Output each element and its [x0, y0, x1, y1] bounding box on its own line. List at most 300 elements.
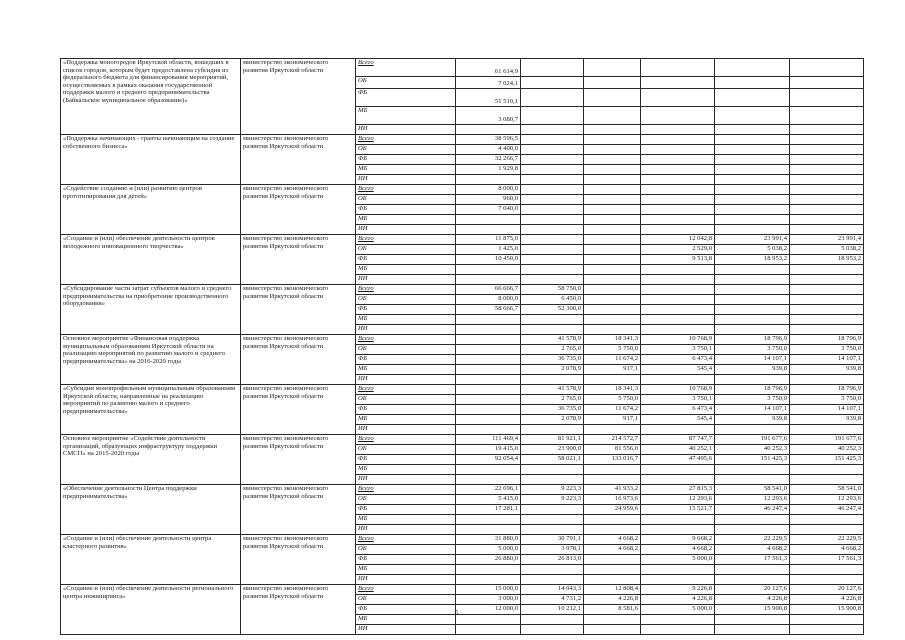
amount-cell — [584, 215, 641, 225]
funding-source-cell: ФБ — [356, 405, 456, 415]
amount-cell: 26 813,0 — [521, 555, 584, 565]
amount-cell: 5 750,0 — [584, 345, 641, 355]
amount-cell — [456, 335, 521, 345]
amount-cell — [715, 275, 790, 285]
amount-cell: 14 943,3 — [521, 585, 584, 595]
funding-source-cell: ОБ — [356, 295, 456, 305]
funding-source-cell: МБ — [356, 265, 456, 275]
amount-cell — [641, 285, 715, 295]
amount-cell — [715, 175, 790, 185]
amount-cell — [790, 175, 864, 185]
measure-name-cell: «Создание и (или) обеспечение деятельности центров молодежного инновационного творчества» — [61, 235, 241, 285]
amount-cell — [521, 575, 584, 585]
amount-cell: 52 300,0 — [521, 305, 584, 315]
amount-cell: 4 668,2 — [715, 545, 790, 555]
amount-cell — [790, 145, 864, 155]
amount-cell: 41 933,2 — [584, 485, 641, 495]
amount-cell: 12 000,0 — [456, 605, 521, 615]
amount-cell: 18 341,3 — [584, 385, 641, 395]
amount-cell — [456, 365, 521, 375]
amount-cell — [715, 135, 790, 145]
funding-source-cell: МБ — [356, 615, 456, 625]
amount-cell — [715, 575, 790, 585]
amount-cell — [641, 205, 715, 215]
funding-source-cell: Всего — [356, 135, 456, 145]
amount-cell — [790, 155, 864, 165]
funding-source-cell: МБ — [356, 465, 456, 475]
amount-cell — [715, 225, 790, 235]
amount-cell: 545,4 — [641, 415, 715, 425]
amount-cell — [456, 625, 521, 635]
amount-cell: 9 513,8 — [641, 255, 715, 265]
amount-cell — [521, 465, 584, 475]
amount-cell — [521, 375, 584, 385]
amount-cell: 917,1 — [584, 415, 641, 425]
amount-cell: 1 425,0 — [456, 245, 521, 255]
amount-cell — [584, 145, 641, 155]
amount-cell: 32 266,7 — [456, 155, 521, 165]
amount-cell — [521, 525, 584, 535]
amount-cell — [715, 89, 790, 107]
amount-cell — [584, 165, 641, 175]
amount-cell: 3 750,1 — [641, 395, 715, 405]
amount-cell — [790, 195, 864, 205]
amount-cell: 38 596,5 — [456, 135, 521, 145]
funding-source-cell: ОБ — [356, 345, 456, 355]
amount-cell — [521, 265, 584, 275]
amount-cell — [790, 375, 864, 385]
amount-cell: 30 791,1 — [521, 535, 584, 545]
amount-cell — [715, 155, 790, 165]
amount-cell: 9 668,2 — [641, 535, 715, 545]
amount-cell — [584, 615, 641, 625]
amount-cell — [584, 107, 641, 125]
amount-cell: 18 953,2 — [715, 255, 790, 265]
amount-cell: 5 000,0 — [641, 555, 715, 565]
amount-cell — [584, 185, 641, 195]
amount-cell — [641, 515, 715, 525]
amount-cell — [641, 135, 715, 145]
amount-cell: 40 252,1 — [641, 445, 715, 455]
funding-source-cell: ИИ — [356, 225, 456, 235]
amount-cell — [790, 625, 864, 635]
amount-cell: 4 226,8 — [790, 595, 864, 605]
table-row — [61, 135, 864, 145]
amount-cell — [641, 465, 715, 475]
amount-cell — [790, 185, 864, 195]
funding-source-cell: ОБ — [356, 595, 456, 605]
funding-source-cell: МБ — [356, 365, 456, 375]
amount-cell — [790, 575, 864, 585]
amount-cell — [584, 77, 641, 89]
amount-cell — [715, 145, 790, 155]
amount-cell — [715, 107, 790, 125]
amount-cell — [790, 135, 864, 145]
amount-cell: 58 541,0 — [790, 485, 864, 495]
table-row — [61, 435, 864, 445]
amount-cell — [790, 315, 864, 325]
amount-cell — [456, 395, 521, 405]
amount-cell: 51 510,1 — [456, 89, 521, 107]
amount-cell — [521, 165, 584, 175]
amount-cell — [790, 295, 864, 305]
amount-cell — [456, 565, 521, 575]
funding-source-cell: ИИ — [356, 325, 456, 335]
amount-cell — [790, 107, 864, 125]
measure-name-cell: «Субсидирование части затрат субъектов малого и среднего предпринимательства на приобретение производственного оборудования» — [61, 285, 241, 335]
amount-cell — [584, 265, 641, 275]
amount-cell — [456, 405, 521, 415]
funding-source-cell: ФБ — [356, 605, 456, 615]
funding-source-cell: МБ — [356, 415, 456, 425]
amount-cell — [790, 325, 864, 335]
amount-cell: 61 614,9 — [456, 59, 521, 77]
amount-cell: 19 415,0 — [456, 445, 521, 455]
funding-source-cell: ФБ — [356, 355, 456, 365]
amount-cell: 23 900,0 — [521, 445, 584, 455]
amount-cell — [584, 375, 641, 385]
amount-cell — [790, 59, 864, 77]
amount-cell — [715, 295, 790, 305]
amount-cell: 5 415,0 — [456, 495, 521, 505]
amount-cell: 92 054,4 — [456, 455, 521, 465]
amount-cell: 18 796,9 — [790, 385, 864, 395]
amount-cell: 14 107,1 — [715, 405, 790, 415]
amount-cell — [790, 225, 864, 235]
amount-cell — [790, 515, 864, 525]
funding-source-cell: ИИ — [356, 525, 456, 535]
amount-cell: 10 768,9 — [641, 335, 715, 345]
amount-cell: 111 469,4 — [456, 435, 521, 445]
amount-cell — [584, 565, 641, 575]
funding-source-cell: ФБ — [356, 155, 456, 165]
amount-cell — [641, 59, 715, 77]
amount-cell — [456, 315, 521, 325]
amount-cell — [521, 225, 584, 235]
amount-cell: 14 107,1 — [790, 355, 864, 365]
amount-cell — [456, 345, 521, 355]
amount-cell — [641, 77, 715, 89]
amount-cell — [521, 215, 584, 225]
amount-cell: 939,8 — [715, 415, 790, 425]
amount-cell: 31 880,0 — [456, 535, 521, 545]
funding-source-cell: Всего — [356, 485, 456, 495]
amount-cell: 917,1 — [584, 365, 641, 375]
table-row — [61, 285, 864, 295]
funding-source-cell: ФБ — [356, 89, 456, 107]
amount-cell — [456, 575, 521, 585]
amount-cell: 12 042,8 — [641, 235, 715, 245]
amount-cell: 4 668,2 — [790, 545, 864, 555]
amount-cell — [521, 255, 584, 265]
amount-cell — [456, 125, 521, 135]
amount-cell: 2 078,9 — [521, 415, 584, 425]
amount-cell — [521, 245, 584, 255]
amount-cell: 15 900,8 — [790, 605, 864, 615]
amount-cell — [790, 215, 864, 225]
amount-cell — [790, 285, 864, 295]
amount-cell — [641, 325, 715, 335]
amount-cell — [715, 205, 790, 215]
amount-cell — [715, 325, 790, 335]
funding-source-cell: ОБ — [356, 195, 456, 205]
funding-source-cell: ИИ — [356, 625, 456, 635]
amount-cell — [584, 315, 641, 325]
amount-cell — [584, 225, 641, 235]
amount-cell: 3 978,1 — [521, 545, 584, 555]
budget-table — [60, 58, 864, 635]
measure-name-cell: Основное мероприятие «Содействие деятельности организаций, образующих инфраструктуру поддержки СМСП» на 2015-2020 годы — [61, 435, 241, 485]
amount-cell — [715, 315, 790, 325]
executor-cell: министерство экономического развития Иркутской области — [241, 485, 356, 535]
amount-cell — [521, 315, 584, 325]
amount-cell: 3 080,7 — [456, 107, 521, 125]
funding-source-cell: ИИ — [356, 425, 456, 435]
executor-cell: министерство экономического развития Иркутской области — [241, 535, 356, 585]
funding-source-cell: Всего — [356, 185, 456, 195]
amount-cell — [641, 89, 715, 107]
amount-cell: 47 495,6 — [641, 455, 715, 465]
funding-source-cell: ФБ — [356, 205, 456, 215]
amount-cell — [641, 185, 715, 195]
funding-source-cell: МБ — [356, 315, 456, 325]
amount-cell: 20 127,6 — [715, 585, 790, 595]
amount-cell — [521, 425, 584, 435]
page-number: 5 — [455, 609, 459, 617]
funding-source-cell: ОБ — [356, 495, 456, 505]
amount-cell — [641, 175, 715, 185]
amount-cell — [456, 375, 521, 385]
amount-cell — [790, 165, 864, 175]
amount-cell — [790, 565, 864, 575]
amount-cell: 15 900,8 — [715, 605, 790, 615]
amount-cell: 8 581,6 — [584, 605, 641, 615]
amount-cell: 9 223,3 — [521, 495, 584, 505]
funding-source-cell: ФБ — [356, 455, 456, 465]
amount-cell — [715, 195, 790, 205]
amount-cell: 133 016,7 — [584, 455, 641, 465]
amount-cell — [584, 245, 641, 255]
amount-cell — [521, 275, 584, 285]
amount-cell — [521, 195, 584, 205]
amount-cell — [641, 225, 715, 235]
amount-cell: 18 953,2 — [790, 255, 864, 265]
amount-cell — [456, 525, 521, 535]
amount-cell: 12 808,4 — [584, 585, 641, 595]
amount-cell — [641, 615, 715, 625]
amount-cell — [715, 465, 790, 475]
amount-cell — [715, 77, 790, 89]
measure-name-cell: «Содействие созданию и (или) развитию центров прототипирования для детей» — [61, 185, 241, 235]
executor-cell: министерство экономического развития Иркутской области — [241, 435, 356, 485]
budget-table-body — [61, 59, 864, 635]
amount-cell — [715, 475, 790, 485]
amount-cell: 22 229,5 — [790, 535, 864, 545]
amount-cell — [641, 625, 715, 635]
amount-cell: 5 000,0 — [641, 605, 715, 615]
amount-cell: 18 796,9 — [790, 335, 864, 345]
amount-cell — [641, 425, 715, 435]
amount-cell — [790, 275, 864, 285]
funding-source-cell: ФБ — [356, 555, 456, 565]
amount-cell: 40 252,3 — [790, 445, 864, 455]
amount-cell — [521, 205, 584, 215]
amount-cell — [456, 465, 521, 475]
amount-cell — [790, 615, 864, 625]
amount-cell — [715, 375, 790, 385]
amount-cell: 58 666,7 — [456, 305, 521, 315]
table-row — [61, 235, 864, 245]
amount-cell: 151 425,3 — [790, 455, 864, 465]
amount-cell: 5 038,2 — [790, 245, 864, 255]
amount-cell: 87 747,7 — [641, 435, 715, 445]
amount-cell: 5 750,0 — [584, 395, 641, 405]
funding-source-cell: ОБ — [356, 445, 456, 455]
amount-cell: 15 521,7 — [641, 505, 715, 515]
amount-cell — [521, 89, 584, 107]
amount-cell: 20 127,6 — [790, 585, 864, 595]
amount-cell: 6 450,0 — [521, 295, 584, 305]
amount-cell: 939,8 — [790, 415, 864, 425]
amount-cell — [521, 107, 584, 125]
amount-cell — [584, 295, 641, 305]
amount-cell: 11 674,2 — [584, 405, 641, 415]
amount-cell — [641, 375, 715, 385]
amount-cell — [584, 285, 641, 295]
amount-cell — [521, 565, 584, 575]
amount-cell: 11 674,2 — [584, 355, 641, 365]
funding-source-cell: ИИ — [356, 175, 456, 185]
amount-cell — [790, 425, 864, 435]
funding-source-cell: ФБ — [356, 505, 456, 515]
executor-cell: министерство экономического развития Иркутской области — [241, 585, 356, 635]
amount-cell — [715, 515, 790, 525]
amount-cell: 3 750,0 — [715, 345, 790, 355]
amount-cell — [456, 215, 521, 225]
amount-cell: 12 293,6 — [790, 495, 864, 505]
measure-name-cell: «Обеспечение деятельности Центра поддержки предпринимательства» — [61, 485, 241, 535]
funding-source-cell: Всего — [356, 385, 456, 395]
amount-cell: 4 668,2 — [584, 545, 641, 555]
amount-cell: 14 107,1 — [715, 355, 790, 365]
amount-cell — [456, 385, 521, 395]
amount-cell — [641, 575, 715, 585]
amount-cell — [456, 225, 521, 235]
amount-cell — [584, 555, 641, 565]
measure-name-cell: «Поддержка начинающих - гранты начинающим на создание собственного бизнеса» — [61, 135, 241, 185]
executor-cell: министерство экономического развития Иркутской области — [241, 185, 356, 235]
amount-cell — [715, 565, 790, 575]
amount-cell — [584, 275, 641, 285]
amount-cell — [715, 615, 790, 625]
funding-source-cell: Всего — [356, 335, 456, 345]
amount-cell: 12 293,6 — [641, 495, 715, 505]
measure-name-cell: «Создание и (или) обеспечение деятельности центра кластерного развития» — [61, 535, 241, 585]
amount-cell — [456, 175, 521, 185]
amount-cell: 5 000,0 — [456, 545, 521, 555]
amount-cell — [641, 305, 715, 315]
executor-cell: министерство экономического развития Иркутской области — [241, 59, 356, 135]
amount-cell: 939,8 — [715, 365, 790, 375]
amount-cell: 10 450,0 — [456, 255, 521, 265]
amount-cell — [521, 235, 584, 245]
amount-cell — [521, 475, 584, 485]
amount-cell — [584, 195, 641, 205]
table-row — [61, 59, 864, 77]
amount-cell — [521, 185, 584, 195]
amount-cell: 8 000,0 — [456, 295, 521, 305]
amount-cell: 3 000,0 — [456, 595, 521, 605]
amount-cell — [790, 265, 864, 275]
amount-cell — [715, 185, 790, 195]
amount-cell — [641, 295, 715, 305]
funding-source-cell: Всего — [356, 435, 456, 445]
table-row — [61, 185, 864, 195]
funding-source-cell: Всего — [356, 285, 456, 295]
funding-source-cell: МБ — [356, 107, 456, 125]
amount-cell — [715, 215, 790, 225]
amount-cell: 41 578,9 — [521, 335, 584, 345]
amount-cell: 17 281,1 — [456, 505, 521, 515]
executor-cell: министерство экономического развития Иркутской области — [241, 135, 356, 185]
amount-cell — [715, 305, 790, 315]
amount-cell: 4 731,2 — [521, 595, 584, 605]
amount-cell — [790, 305, 864, 315]
amount-cell — [521, 325, 584, 335]
amount-cell: 939,8 — [790, 365, 864, 375]
amount-cell — [715, 125, 790, 135]
funding-source-cell: ОБ — [356, 145, 456, 155]
amount-cell: 8 000,0 — [456, 185, 521, 195]
amount-cell — [584, 175, 641, 185]
funding-source-cell: ИИ — [356, 475, 456, 485]
amount-cell — [521, 59, 584, 77]
table-row — [61, 535, 864, 545]
amount-cell — [456, 615, 521, 625]
amount-cell: 6 473,4 — [641, 355, 715, 365]
amount-cell — [584, 515, 641, 525]
amount-cell — [584, 625, 641, 635]
amount-cell — [584, 125, 641, 135]
amount-cell — [641, 155, 715, 165]
amount-cell: 4 226,8 — [641, 595, 715, 605]
amount-cell — [521, 175, 584, 185]
amount-cell — [456, 275, 521, 285]
amount-cell: 3 750,0 — [790, 395, 864, 405]
amount-cell — [521, 515, 584, 525]
amount-cell — [790, 89, 864, 107]
amount-cell: 27 815,3 — [641, 485, 715, 495]
funding-source-cell: ОБ — [356, 245, 456, 255]
amount-cell — [584, 135, 641, 145]
funding-source-cell: ФБ — [356, 305, 456, 315]
amount-cell — [584, 59, 641, 77]
amount-cell: 10 768,9 — [641, 385, 715, 395]
amount-cell — [521, 125, 584, 135]
amount-cell — [790, 475, 864, 485]
amount-cell: 4 400,0 — [456, 145, 521, 155]
amount-cell — [715, 285, 790, 295]
funding-source-cell: МБ — [356, 515, 456, 525]
amount-cell — [521, 615, 584, 625]
amount-cell — [521, 625, 584, 635]
amount-cell — [641, 215, 715, 225]
amount-cell: 960,0 — [456, 195, 521, 205]
amount-cell — [584, 425, 641, 435]
amount-cell: 17 561,3 — [715, 555, 790, 565]
funding-source-cell: МБ — [356, 565, 456, 575]
amount-cell: 24 959,6 — [584, 505, 641, 515]
